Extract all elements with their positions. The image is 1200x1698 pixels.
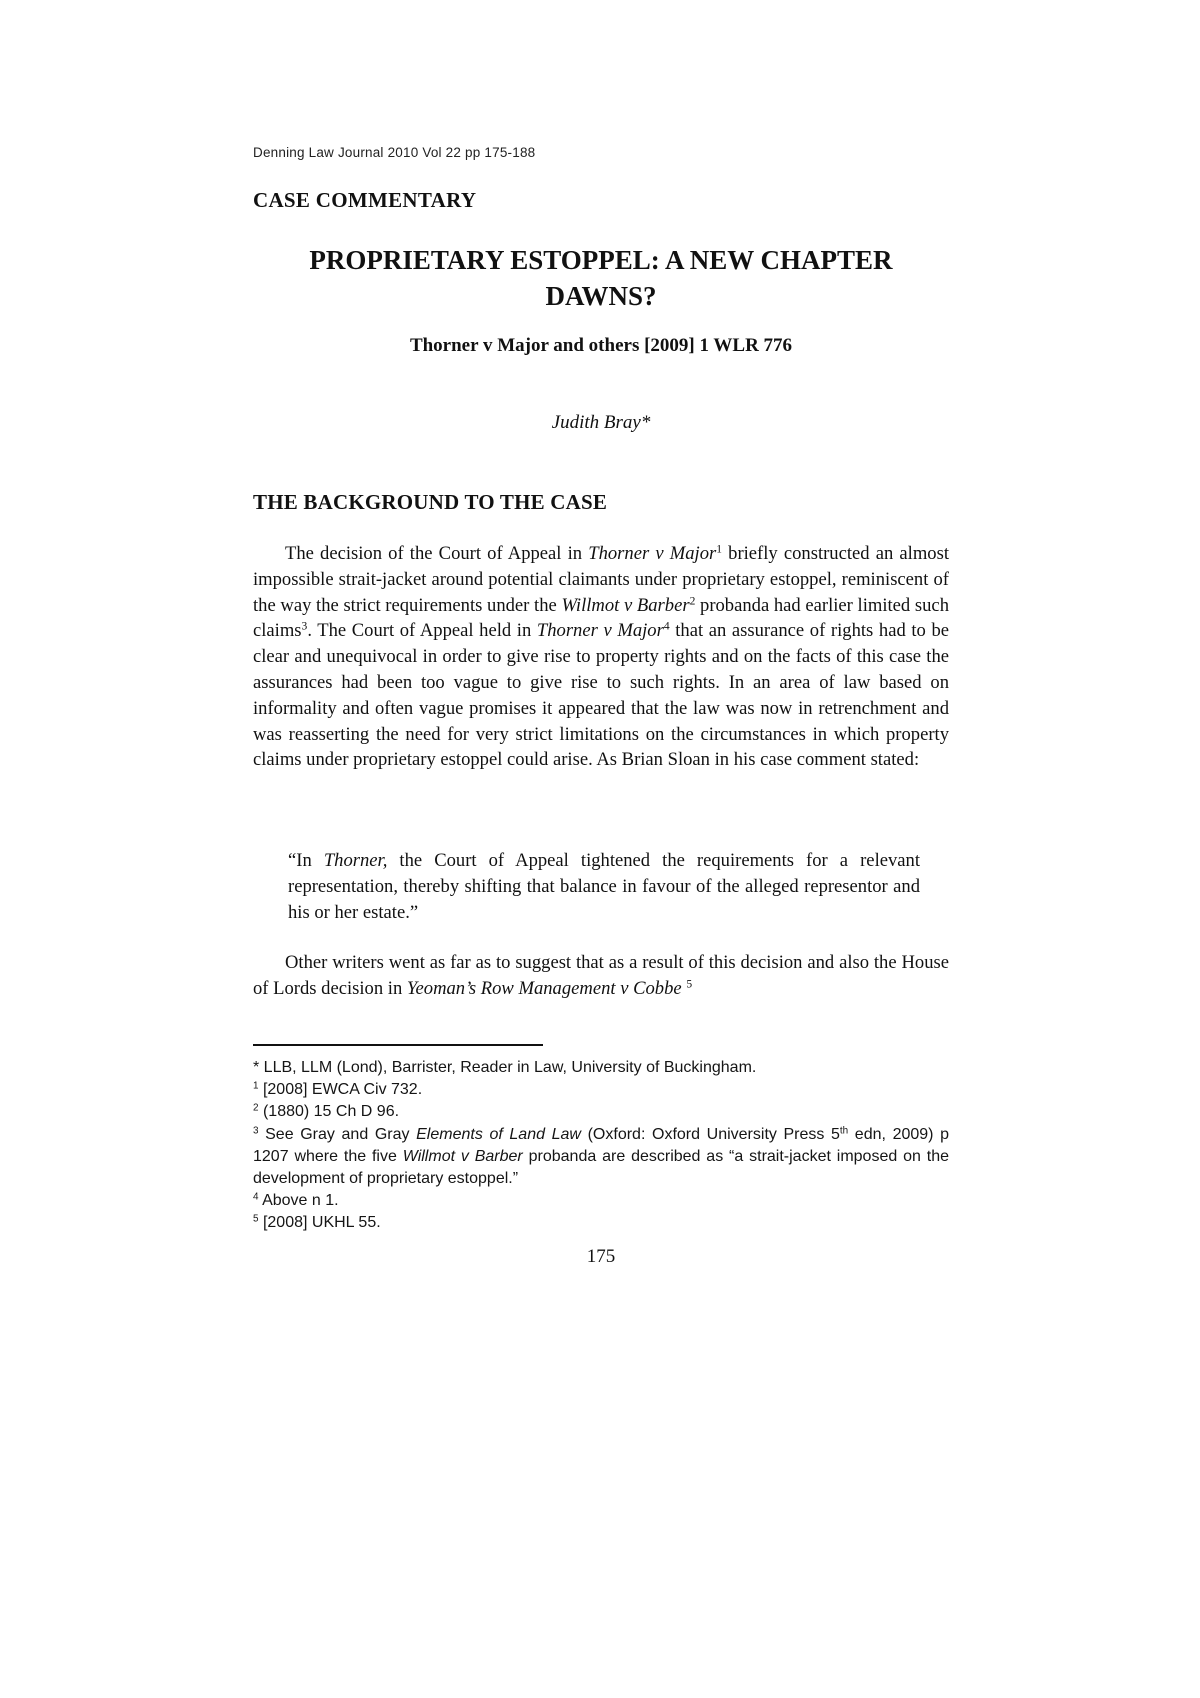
case-name: Willmot v Barber	[402, 1147, 523, 1165]
footnote-text: [2008] EWCA Civ 732.	[258, 1081, 423, 1099]
article-title	[253, 242, 949, 314]
article-title-line-2: DAWNS?	[545, 281, 657, 311]
footnote-2	[253, 1101, 949, 1123]
case-name: Thorner v Major	[588, 543, 717, 564]
footnotes	[253, 1057, 949, 1235]
page-number: 175	[586, 1246, 616, 1267]
case-name: Thorner v Major	[536, 620, 664, 642]
case-name: Willmot v Barber	[561, 594, 690, 616]
author-name: Judith Bray*	[551, 412, 651, 433]
running-head: Denning Law Journal 2010 Vol 22 pp 175-188	[253, 145, 536, 160]
footnote-text: Above n 1.	[258, 1192, 339, 1210]
footnote-number: 5	[253, 1213, 259, 1225]
footnote-ref: 3	[301, 621, 308, 634]
case-name: Thorner,	[323, 850, 388, 871]
footnote-divider	[253, 1044, 543, 1046]
footnote-ref: 5	[686, 978, 693, 991]
block-quote	[288, 848, 920, 925]
text-run: “In	[288, 850, 324, 871]
section-label: CASE COMMENTARY	[253, 188, 477, 212]
text-run: the Court of Appeal tightened the requirements for a relevant representation, thereby shifting that balance in favour of the alleged representor and his or her estate.”	[288, 850, 920, 923]
ordinal-suffix: th	[839, 1125, 849, 1137]
footnote-1	[253, 1079, 949, 1101]
footnote-number: 2	[253, 1102, 259, 1114]
case-citation: Thorner v Major and others [2009] 1 WLR 776	[409, 335, 793, 356]
case-name: Yeoman’s Row Management v Cobbe	[406, 977, 682, 999]
footnote-text: probanda are described as “a strait-jacket imposed on the development of proprietary estoppel.”	[253, 1147, 950, 1188]
text-run: briefly constructed an almost impossible strait-jacket around potential claimants under proprietary estoppel, reminiscent of the way the strict requirements under the	[253, 543, 949, 616]
text-run: Other writers went as far as to suggest that as a result of this decision and also the House of Lords decision in	[253, 952, 949, 999]
footnote-3	[253, 1124, 949, 1191]
footnote-text: (1880) 15 Ch D 96.	[258, 1103, 400, 1121]
article-title-line-1: PROPRIETARY ESTOPPEL: A NEW CHAPTER	[309, 245, 893, 275]
body-paragraph-1	[253, 541, 949, 773]
footnote-text: See Gray and Gray	[258, 1125, 417, 1143]
footnote-text: (Oxford: Oxford University Press 5	[580, 1125, 840, 1143]
footnote-author: * LLB, LLM (Lond), Barrister, Reader in Law, University of Buckingham.	[253, 1059, 757, 1076]
text-run: The decision of the Court of Appeal in	[285, 543, 589, 564]
book-title: Elements of Land Law	[416, 1125, 581, 1143]
footnote-number: 4	[253, 1191, 259, 1203]
text-run: that an assurance of rights had to be clear and unequivocal in order to give rise to property rights and on the facts of this case the assurances had been too vague to give rise to such rights. In an area of law based on informality and often vague promises it appeared that the law was now in retrenchment and was reasserting the need for very strict limitations on the circumstances in which property claims under proprietary estoppel could arise. As Brian Sloan in his case comment stated:	[253, 620, 949, 771]
body-paragraph-2	[253, 950, 949, 1002]
footnote-ref: 1	[716, 543, 722, 556]
text-run: . The Court of Appeal held in	[307, 620, 537, 642]
footnote-4	[253, 1190, 949, 1212]
footnote-5	[253, 1212, 949, 1234]
text-run: probanda had earlier limited such claims	[253, 594, 949, 642]
section-heading: THE BACKGROUND TO THE CASE	[253, 490, 608, 514]
footnote-ref: 2	[689, 595, 696, 608]
footnote-ref: 4	[663, 621, 670, 634]
footnote-text: edn, 2009) p 1207 where the five	[253, 1125, 950, 1165]
footnote-text: [2008] UKHL 55.	[258, 1214, 381, 1232]
footnote-number: 3	[253, 1125, 259, 1137]
footnote-number: 1	[253, 1080, 259, 1092]
